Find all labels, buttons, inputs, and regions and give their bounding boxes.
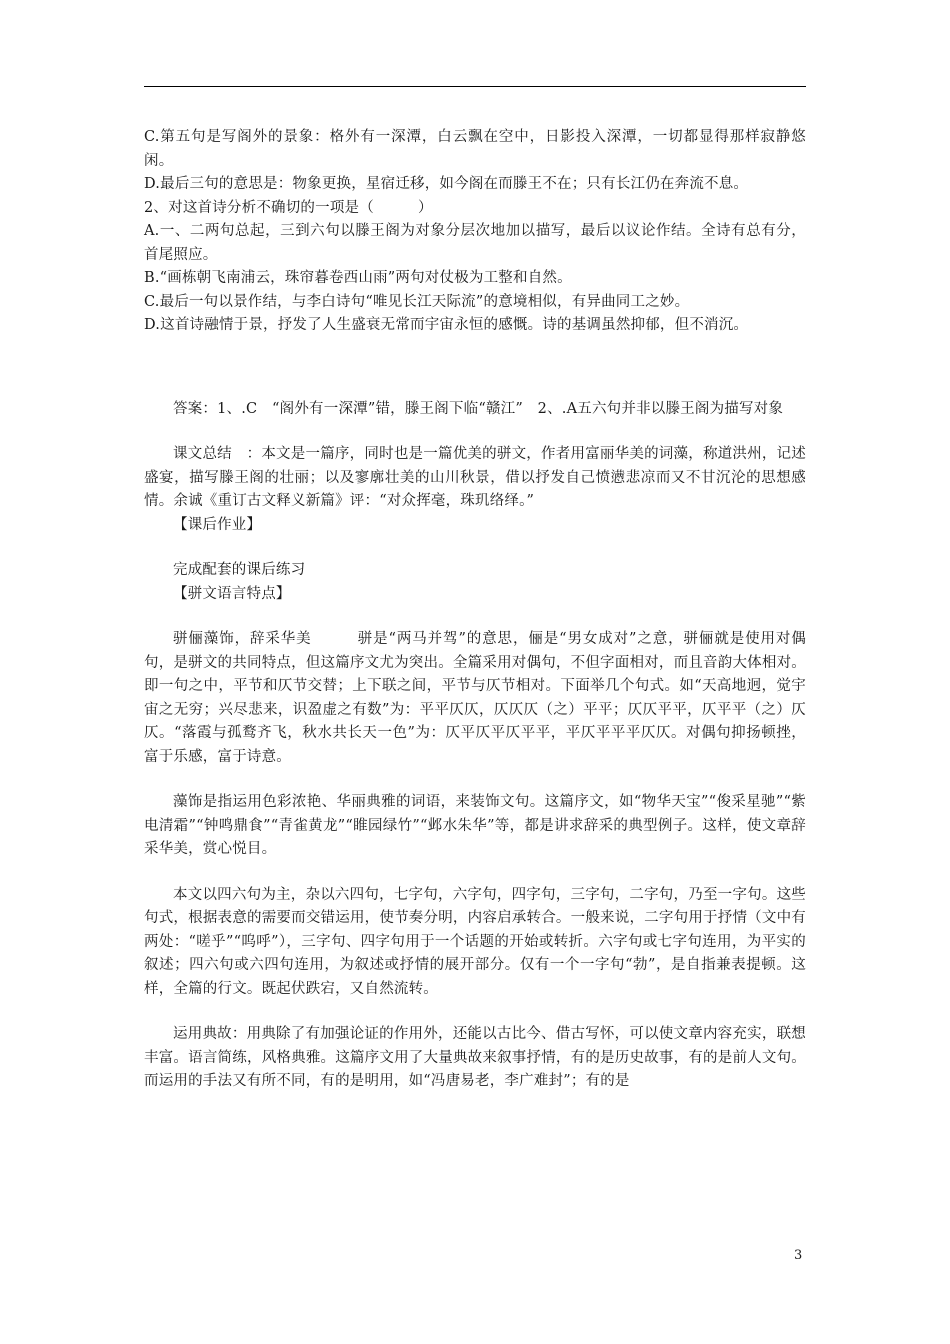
q2-option-d: D.这首诗融情于景，抒发了人生盛衰无常而宇宙永恒的感慨。诗的基调虽然抑郁，但不消沉。 <box>144 317 749 333</box>
q1-option-c: C.第五句是写阁外的景象：格外有一深潭，白云飘在空中，日影投入深潭，一切都显得那样寂静悠闲。 <box>144 129 806 169</box>
answer-paragraph: 答案：1、.C “阁外有一深潭”错，滕王阁下临“赣江” 2、.A五六句并非以滕王阁为描写对象 <box>173 400 784 417</box>
features-paragraph-4: 运用典故：用典除了有加强论证的作用外，还能以古比今、借古写怀，可以使文章内容充实，联想丰富。语言简练，风格典雅。这篇序文用了大量典故来叙事抒情，有的是历史故事，有的是前人文句。而运用的手法又有所不同，有的是明用，如“冯唐易老，李广难封”；有的是 <box>144 1026 806 1089</box>
header-rule <box>144 86 806 87</box>
summary-paragraph: 课文总结 ：本文是一篇序，同时也是一篇优美的骈文，作者用富丽华美的词藻，称道洪州，记述盛宴，描写滕王阁的壮丽；以及寥廓壮美的山川秋景，借以抒发自己愤懑悲凉而又不甘沉沦的思想感情。余诚《重订古文释义新篇》评：“对众挥毫，珠玑络绎。” <box>144 446 806 509</box>
q2-option-b: B.“画栋朝飞南浦云，珠帘暮卷西山雨”两句对仗极为工整和自然。 <box>144 270 572 286</box>
q2-stem: 2、对这首诗分析不确切的一项是（ ） <box>144 199 433 216</box>
q2-option-a: A.一、二两句总起，三到六句以滕王阁为对象分层次地加以描写，最后以议论作结。全诗有总有分，首尾照应。 <box>144 223 806 263</box>
page-number: 3 <box>794 1248 803 1263</box>
q1-option-d: D.最后三句的意思是：物象更换，星宿迁移，如今阁在而滕王不在；只有长江仍在奔流不息。 <box>144 176 749 192</box>
features-paragraph-2: 藻饰是指运用色彩浓艳、华丽典雅的词语，来装饰文句。这篇序文，如“物华天宝”“俊采星驰”“紫电清霜”“钟鸣鼎食”“青雀黄龙”“睢园绿竹”“邺水朱华”等，都是讲求辞采的典型例子。这样，使文章辞采华美，赏心悦目。 <box>144 794 806 857</box>
features-heading: 【骈文语言特点】 <box>173 585 291 602</box>
page-content <box>144 126 806 1094</box>
homework-heading: 【课后作业】 <box>173 516 262 533</box>
q2-option-c: C.最后一句以景作结，与李白诗句“唯见长江天际流”的意境相似，有异曲同工之妙。 <box>144 293 690 310</box>
homework-text: 完成配套的课后练习 <box>173 562 306 578</box>
features-paragraph-1: 骈俪藻饰，辞采华美 骈是“两马并驾”的意思，俪是“男女成对”之意，骈俪就是使用对偶句，是骈文的共同特点，但这篇序文尤为突出。全篇采用对偶句，不但字面相对，而且音韵大体相对。即一句之中，平节和仄节交替；上下联之间，平节与仄节相对。下面举几个句式。如“天高地迥，觉宇宙之无穷；兴尽悲来，识盈虚之有数”为：平平仄仄，仄仄仄（之）平平；仄仄平平，仄平平（之）仄仄。“落霞与孤鹜齐飞，秋水共长天一色”为：仄平仄平仄平平，平仄平平平仄仄。对偶句抑扬顿挫，富于乐感，富于诗意。 <box>144 631 806 765</box>
features-paragraph-3: 本文以四六句为主，杂以六四句，七字句，六字句，四字句，三字句，二字句，乃至一字句。这些句式，根据表意的需要而交错运用，使节奏分明，内容启承转合。一般来说，二字句用于抒情（文中有两处：“嗟乎”“呜呼”），三字句、四字句用于一个话题的开始或转折。六字句或七字句连用，为平实的叙述；四六句或六四句连用，为叙述或抒情的展开部分。仅有一个一字句“勃”，是自指兼表提顿。这样，全篇的行文。既起伏跌宕，又自然流转。 <box>144 886 806 997</box>
